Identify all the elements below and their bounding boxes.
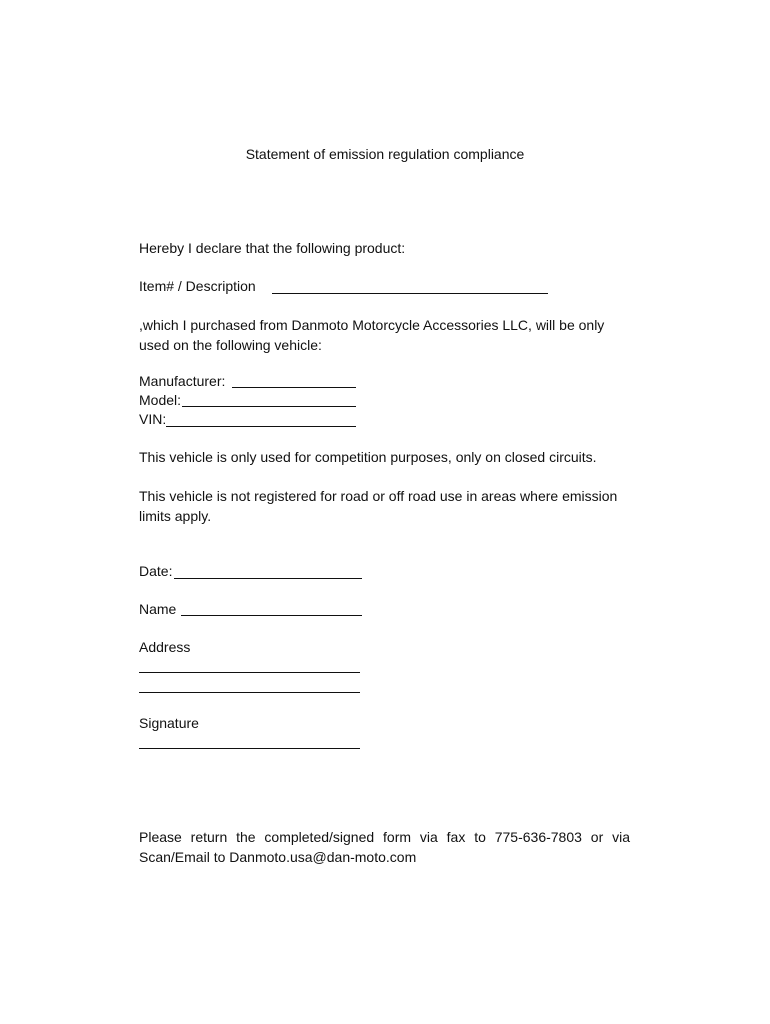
purchase-statement: ,which I purchased from Danmoto Motorcycle Accessories LLC, will be only used on the following vehicle: — [139, 317, 605, 353]
name-label: Name — [139, 601, 177, 617]
signature-field[interactable] — [139, 748, 360, 749]
document-title: Statement of emission regulation compliance — [245, 146, 525, 162]
vin-label: VIN: — [139, 411, 167, 427]
model-field[interactable] — [182, 406, 356, 407]
item-description-field[interactable] — [272, 293, 548, 294]
declaration-text: Hereby I declare that the following product: — [139, 240, 406, 256]
item-description-label: Item# / Description — [139, 278, 256, 294]
manufacturer-label: Manufacturer: — [139, 373, 226, 389]
competition-statement: This vehicle is only used for competition purposes, only on closed circuits. — [139, 449, 597, 465]
model-label: Model: — [139, 392, 182, 408]
address-label: Address — [139, 639, 191, 655]
return-instructions: Please return the completed/signed form via fax to 775-636-7803 or via Scan/Email to Danmoto.usa@dan-moto.com — [139, 829, 630, 865]
registration-statement: This vehicle is not registered for road or off road use in areas where emission limits apply. — [139, 488, 618, 524]
manufacturer-field[interactable] — [232, 387, 356, 388]
vin-field[interactable] — [166, 426, 356, 427]
address-field-line-1[interactable] — [139, 672, 360, 673]
date-label: Date: — [139, 563, 173, 579]
name-field[interactable] — [181, 615, 362, 616]
signature-label: Signature — [139, 715, 199, 731]
date-field[interactable] — [174, 578, 362, 579]
address-field-line-2[interactable] — [139, 692, 360, 693]
